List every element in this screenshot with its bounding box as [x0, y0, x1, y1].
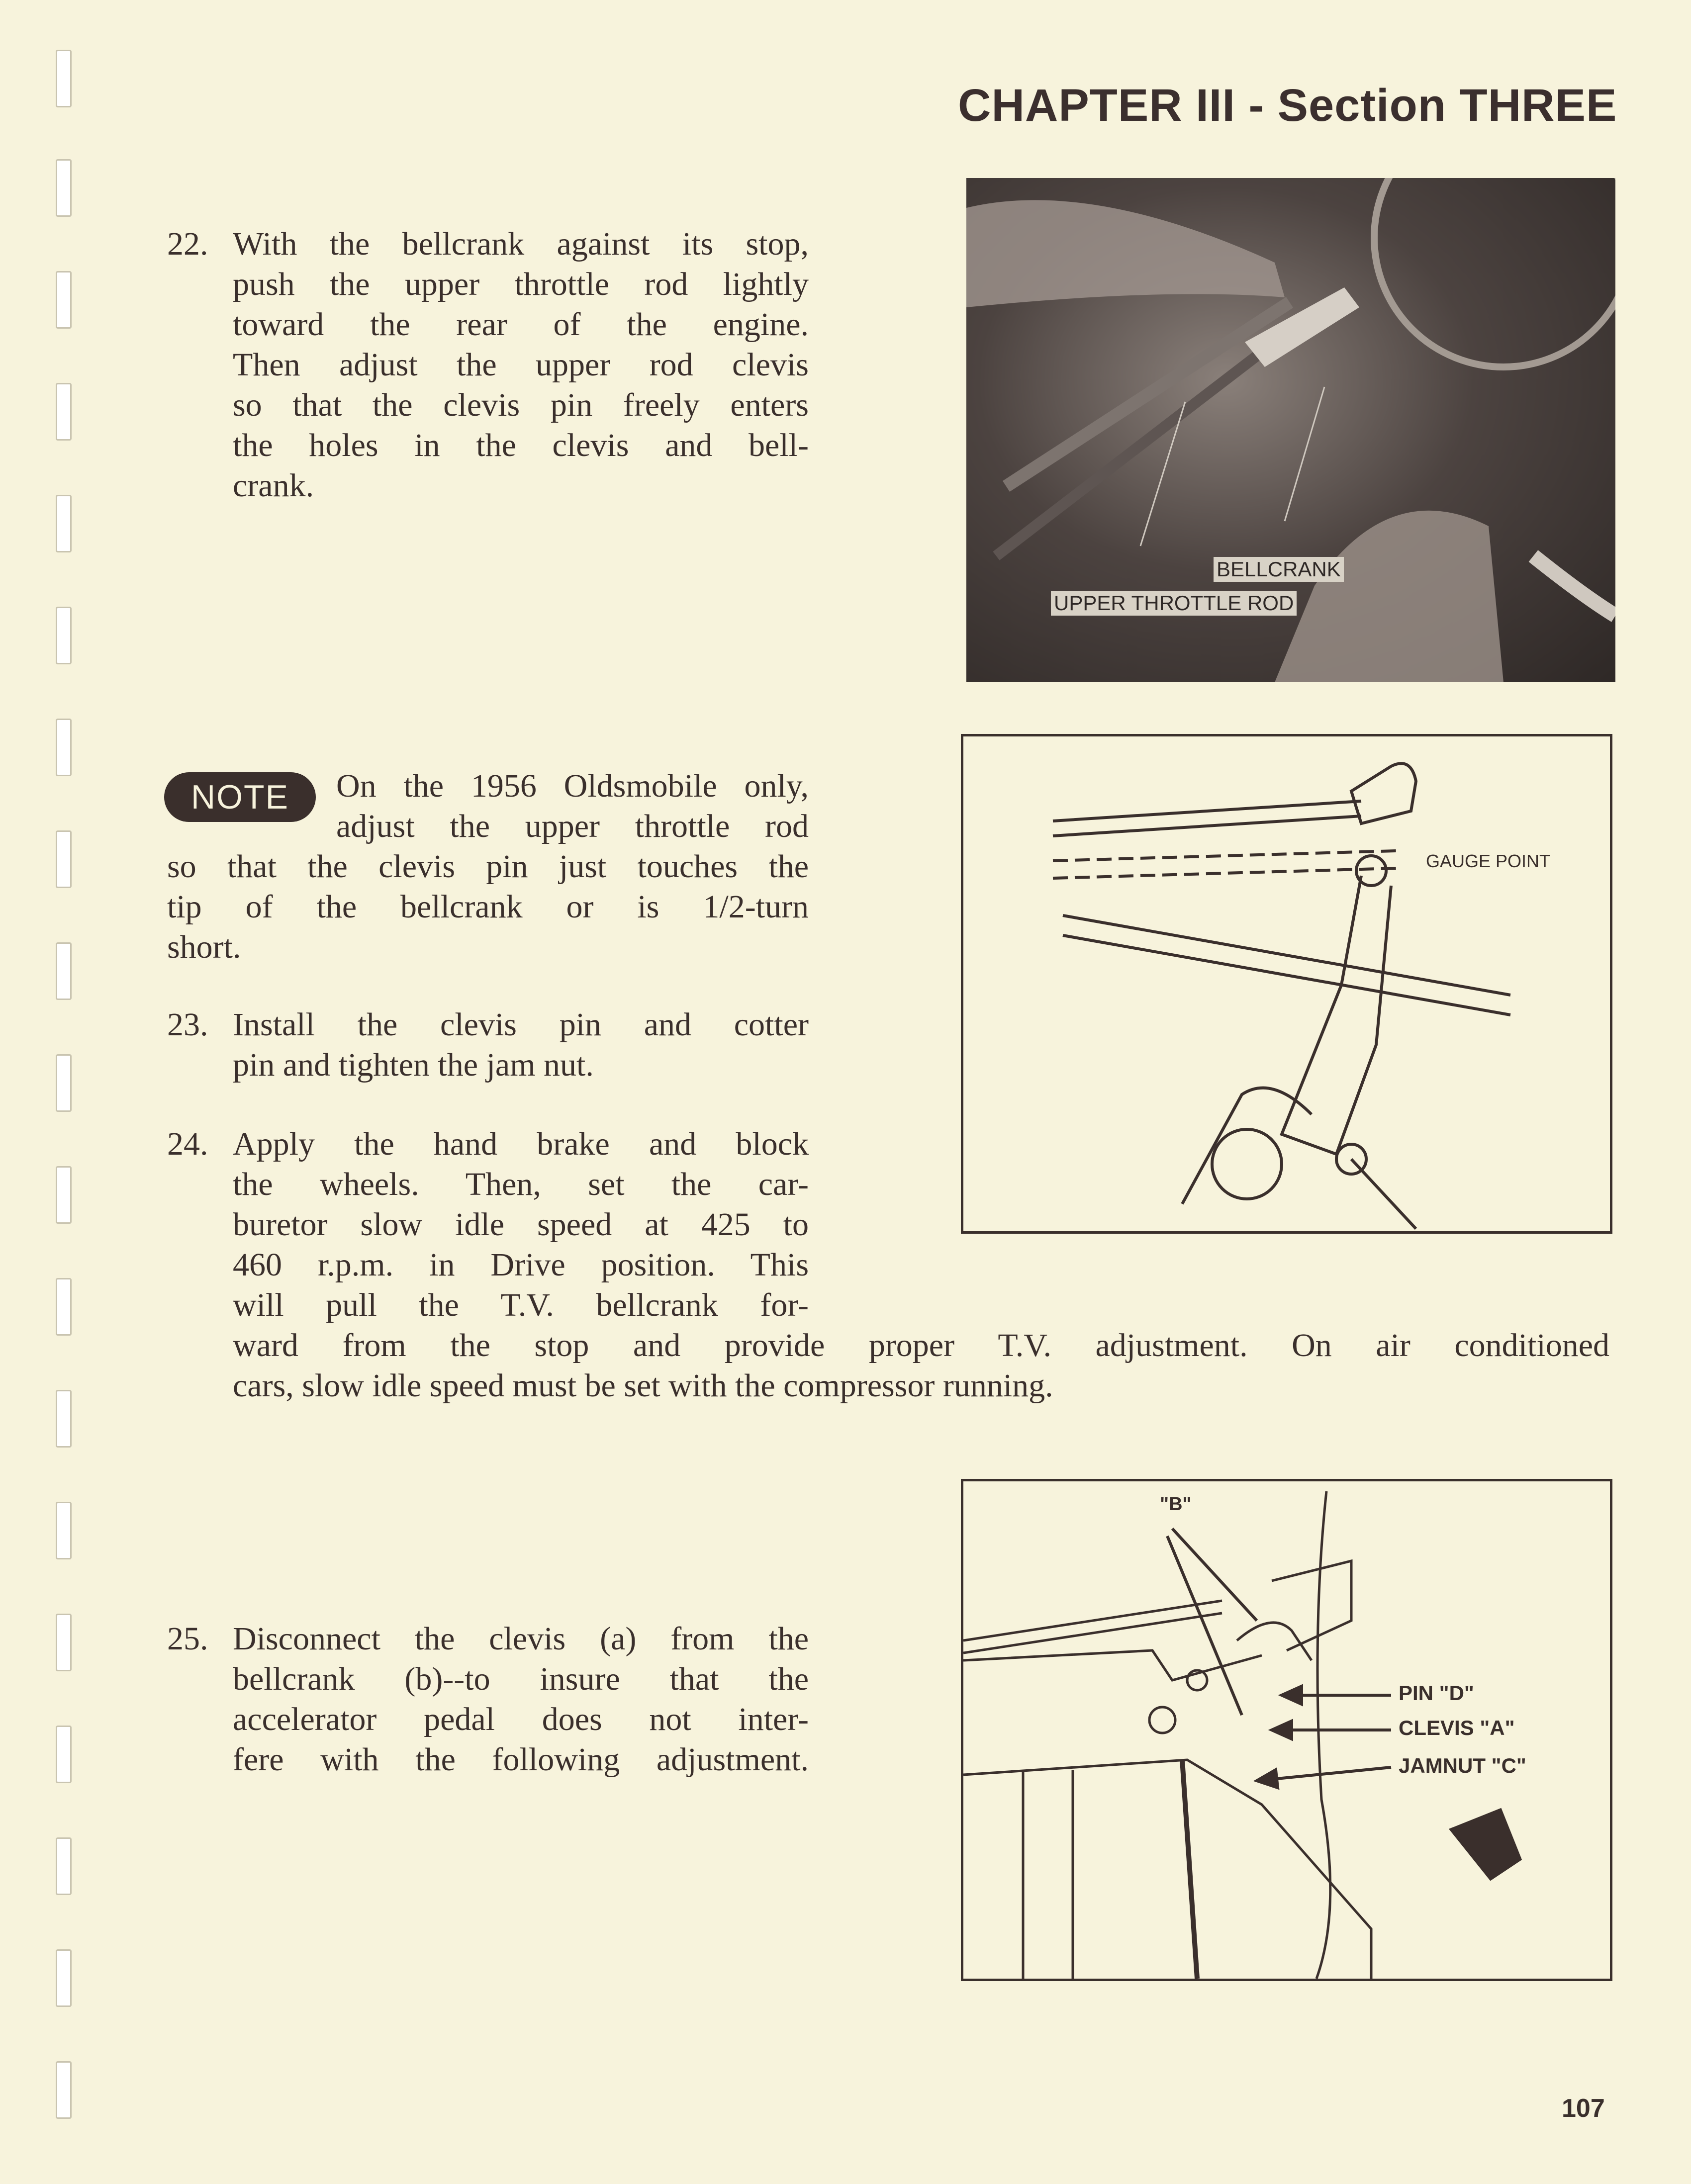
text-line: With the bellcrank against its stop,	[233, 226, 809, 262]
text-line: push the upper throttle rod lightly	[233, 266, 809, 302]
binder-hole	[56, 830, 72, 888]
text-line: ward from the stop and provide proper T.V. adjustment. On air conditioned	[233, 1327, 1609, 1364]
step-23	[167, 1004, 809, 1085]
binder-hole	[56, 1278, 72, 1336]
text-line: cars, slow idle speed must be set with the compressor running.	[233, 1367, 1053, 1404]
text-line: accelerator pedal does not inter-	[233, 1701, 809, 1737]
step-number: 24.	[167, 1126, 208, 1162]
binder-hole	[56, 1726, 72, 1783]
text-line: 460 r.p.m. in Drive position. This	[233, 1247, 809, 1283]
binder-hole	[56, 942, 72, 1000]
text-line: Then adjust the upper rod clevis	[233, 347, 809, 383]
gauge-point-label: GAUGE POINT	[1426, 851, 1551, 871]
clevis-a-label: CLEVIS "A"	[1399, 1716, 1515, 1739]
text-line: pin and tighten the jam nut.	[233, 1047, 594, 1083]
binder-hole	[56, 271, 72, 329]
clevis-jamnut-diagram	[961, 1479, 1612, 1981]
page-number: 107	[1562, 2094, 1605, 2123]
binder-hole	[56, 1054, 72, 1112]
engine-photo	[966, 178, 1615, 682]
binder-hole	[56, 495, 72, 552]
binder-hole	[56, 159, 72, 217]
text-line: crank.	[233, 467, 314, 504]
binder-hole	[56, 1390, 72, 1448]
text-line: Install the clevis pin and cotter	[233, 1006, 809, 1043]
linkage-drawing	[963, 736, 1610, 1231]
text-line: Apply the hand brake and block	[233, 1126, 809, 1162]
binder-hole	[56, 719, 72, 776]
text-line: tip of the bellcrank or is 1/2-turn	[167, 889, 809, 925]
binder-hole	[56, 1837, 72, 1895]
binder-hole	[56, 1614, 72, 1671]
text-line: adjust the upper throttle rod	[336, 808, 809, 844]
text-line: bellcrank (b)--to insure that the	[233, 1661, 809, 1697]
page-title: CHAPTER III - Section THREE	[958, 80, 1617, 131]
text-line: will pull the T.V. bellcrank for-	[233, 1287, 809, 1323]
bellcrank-label: BELLCRANK	[1214, 557, 1344, 582]
pin-d-label: PIN "D"	[1399, 1681, 1474, 1705]
binder-hole	[56, 383, 72, 441]
binder-hole	[56, 1502, 72, 1559]
text-line: short.	[167, 929, 241, 965]
binder-hole	[56, 607, 72, 664]
text-line: the wheels. Then, set the car-	[233, 1166, 809, 1202]
jamnut-c-label: JAMNUT "C"	[1399, 1754, 1526, 1777]
upper-throttle-rod-label: UPPER THROTTLE ROD	[1051, 591, 1297, 616]
step-number: 22.	[167, 226, 208, 262]
text-line: buretor slow idle speed at 425 to	[233, 1206, 809, 1243]
text-line: fere with the following adjustment.	[233, 1741, 809, 1778]
step-22	[167, 224, 809, 506]
step-number: 23.	[167, 1006, 208, 1043]
binder-hole	[56, 1949, 72, 2007]
step-number: 25.	[167, 1621, 208, 1657]
text-line: Disconnect the clevis (a) from the	[233, 1621, 809, 1657]
binder-hole	[56, 1166, 72, 1224]
note-badge: NOTE	[164, 772, 316, 822]
gauge-point-diagram	[961, 734, 1612, 1234]
binder-hole	[56, 2061, 72, 2119]
text-line: so that the clevis pin just touches the	[167, 848, 809, 885]
text-line: the holes in the clevis and bell-	[233, 427, 809, 463]
text-line: toward the rear of the engine.	[233, 306, 809, 343]
note-paragraph	[167, 766, 809, 967]
b-label: "B"	[1160, 1494, 1192, 1515]
step-25	[167, 1619, 809, 1780]
binder-hole	[56, 50, 72, 107]
text-line: so that the clevis pin freely enters	[233, 387, 809, 423]
text-line: On the 1956 Oldsmobile only,	[336, 768, 809, 804]
